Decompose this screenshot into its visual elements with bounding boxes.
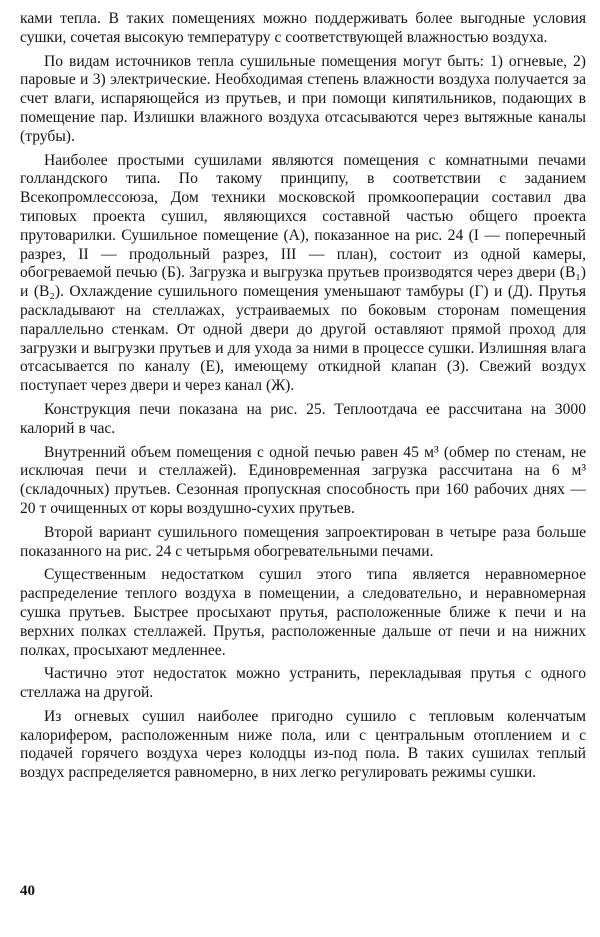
paragraph-3: Наиболее простыми сушилами являются помещения с комнатными печами голландского типа. По такому принципу, в соответствии с заданием Всекопромлессоюза, Дом техники московской промкооперации составил два типовых проекта сушил, являющихся составной частью общего проекта прутоварилки. Сушильное помещение (А), показанное на рис. 24 (I — поперечный разрез, II — продольный разрез, III — план), состоит из одной камеры, обогреваемой печью (Б). Загрузка и выгрузка прутьев производятся через двери (В₁) и (В₂). Охлаждение сушильного помещения уменьшают тамбуры (Г) и (Д). Прутья раскладывают на стеллажах, устраиваемых по боковым сторонам помещения параллельно стенкам. От одной двери до другой оставляют прямой проход для загрузки и выгрузки прутьев и для ухода за ними в процессе сушки. Излишняя влага отсасывается по каналу (Е), имеющему откидной клапан (З). Свежий воздух поступает через двери и через канал (Ж). [20,151,586,395]
paragraph-1: ками тепла. В таких помещениях можно поддерживать более выгодные условия сушки, сочетая высокую температуру с соответствующей влажностью воздуха. [20,10,586,46]
paragraph-7: Существенным недостатком сушил этого типа является неравномерное распределение теплого воздуха в помещении, а следовательно, и неравномерная сушка прутьев. Быстрее просыхают прутья, расположенные ближе к печи и на верхних полках стеллажей. Прутья, расположенные дальше от печи и на нижних полках, просыхают медленнее. [20,566,586,659]
paragraph-2: По видам источников тепла сушильные помещения могут быть: 1) огневые, 2) паровые и 3) электрические. Необходимая степень влажности воздуха получается за счет влаги, испаряющейся из прутьев, и при помощи кипятильников, подающих в помещение пар. Излишки влажного воздуха отсасываются через вытяжные каналы (трубы). [20,52,586,145]
paragraph-8: Частично этот недостаток можно устранить, перекладывая прутья с одного стеллажа на другой. [20,665,586,702]
paragraph-9: Из огневых сушил наиболее пригодно сушило с тепловым коленчатым калорифером, расположенным ниже пола, или с центральным отоплением и с подачей горячего воздуха через колодцы из-под пола. В таких сушилах теплый воздух распределяется равномерно, в них легко регулировать режимы сушки. [20,707,586,782]
page-number: 40 [20,883,35,899]
paragraph-4: Конструкция печи показана на рис. 25. Теплоотдача ее рассчитана на 3000 калорий в час. [20,400,586,437]
paragraph-5: Внутренний объем помещения с одной печью равен 45 м³ (обмер по стенам, не исключая печи и стеллажей). Единовременная загрузка рассчитана на 6 м³ (складочных) прутьев. Сезонная пропускная способность при 160 рабочих днях — 20 т очищенных от коры воздушно-сухих прутьев. [20,443,586,517]
document-page [20,10,586,927]
paragraph-6: Второй вариант сушильного помещения запроектирован в четыре раза больше показанного на рис. 24 с четырьмя обогревательными печами. [20,523,586,560]
